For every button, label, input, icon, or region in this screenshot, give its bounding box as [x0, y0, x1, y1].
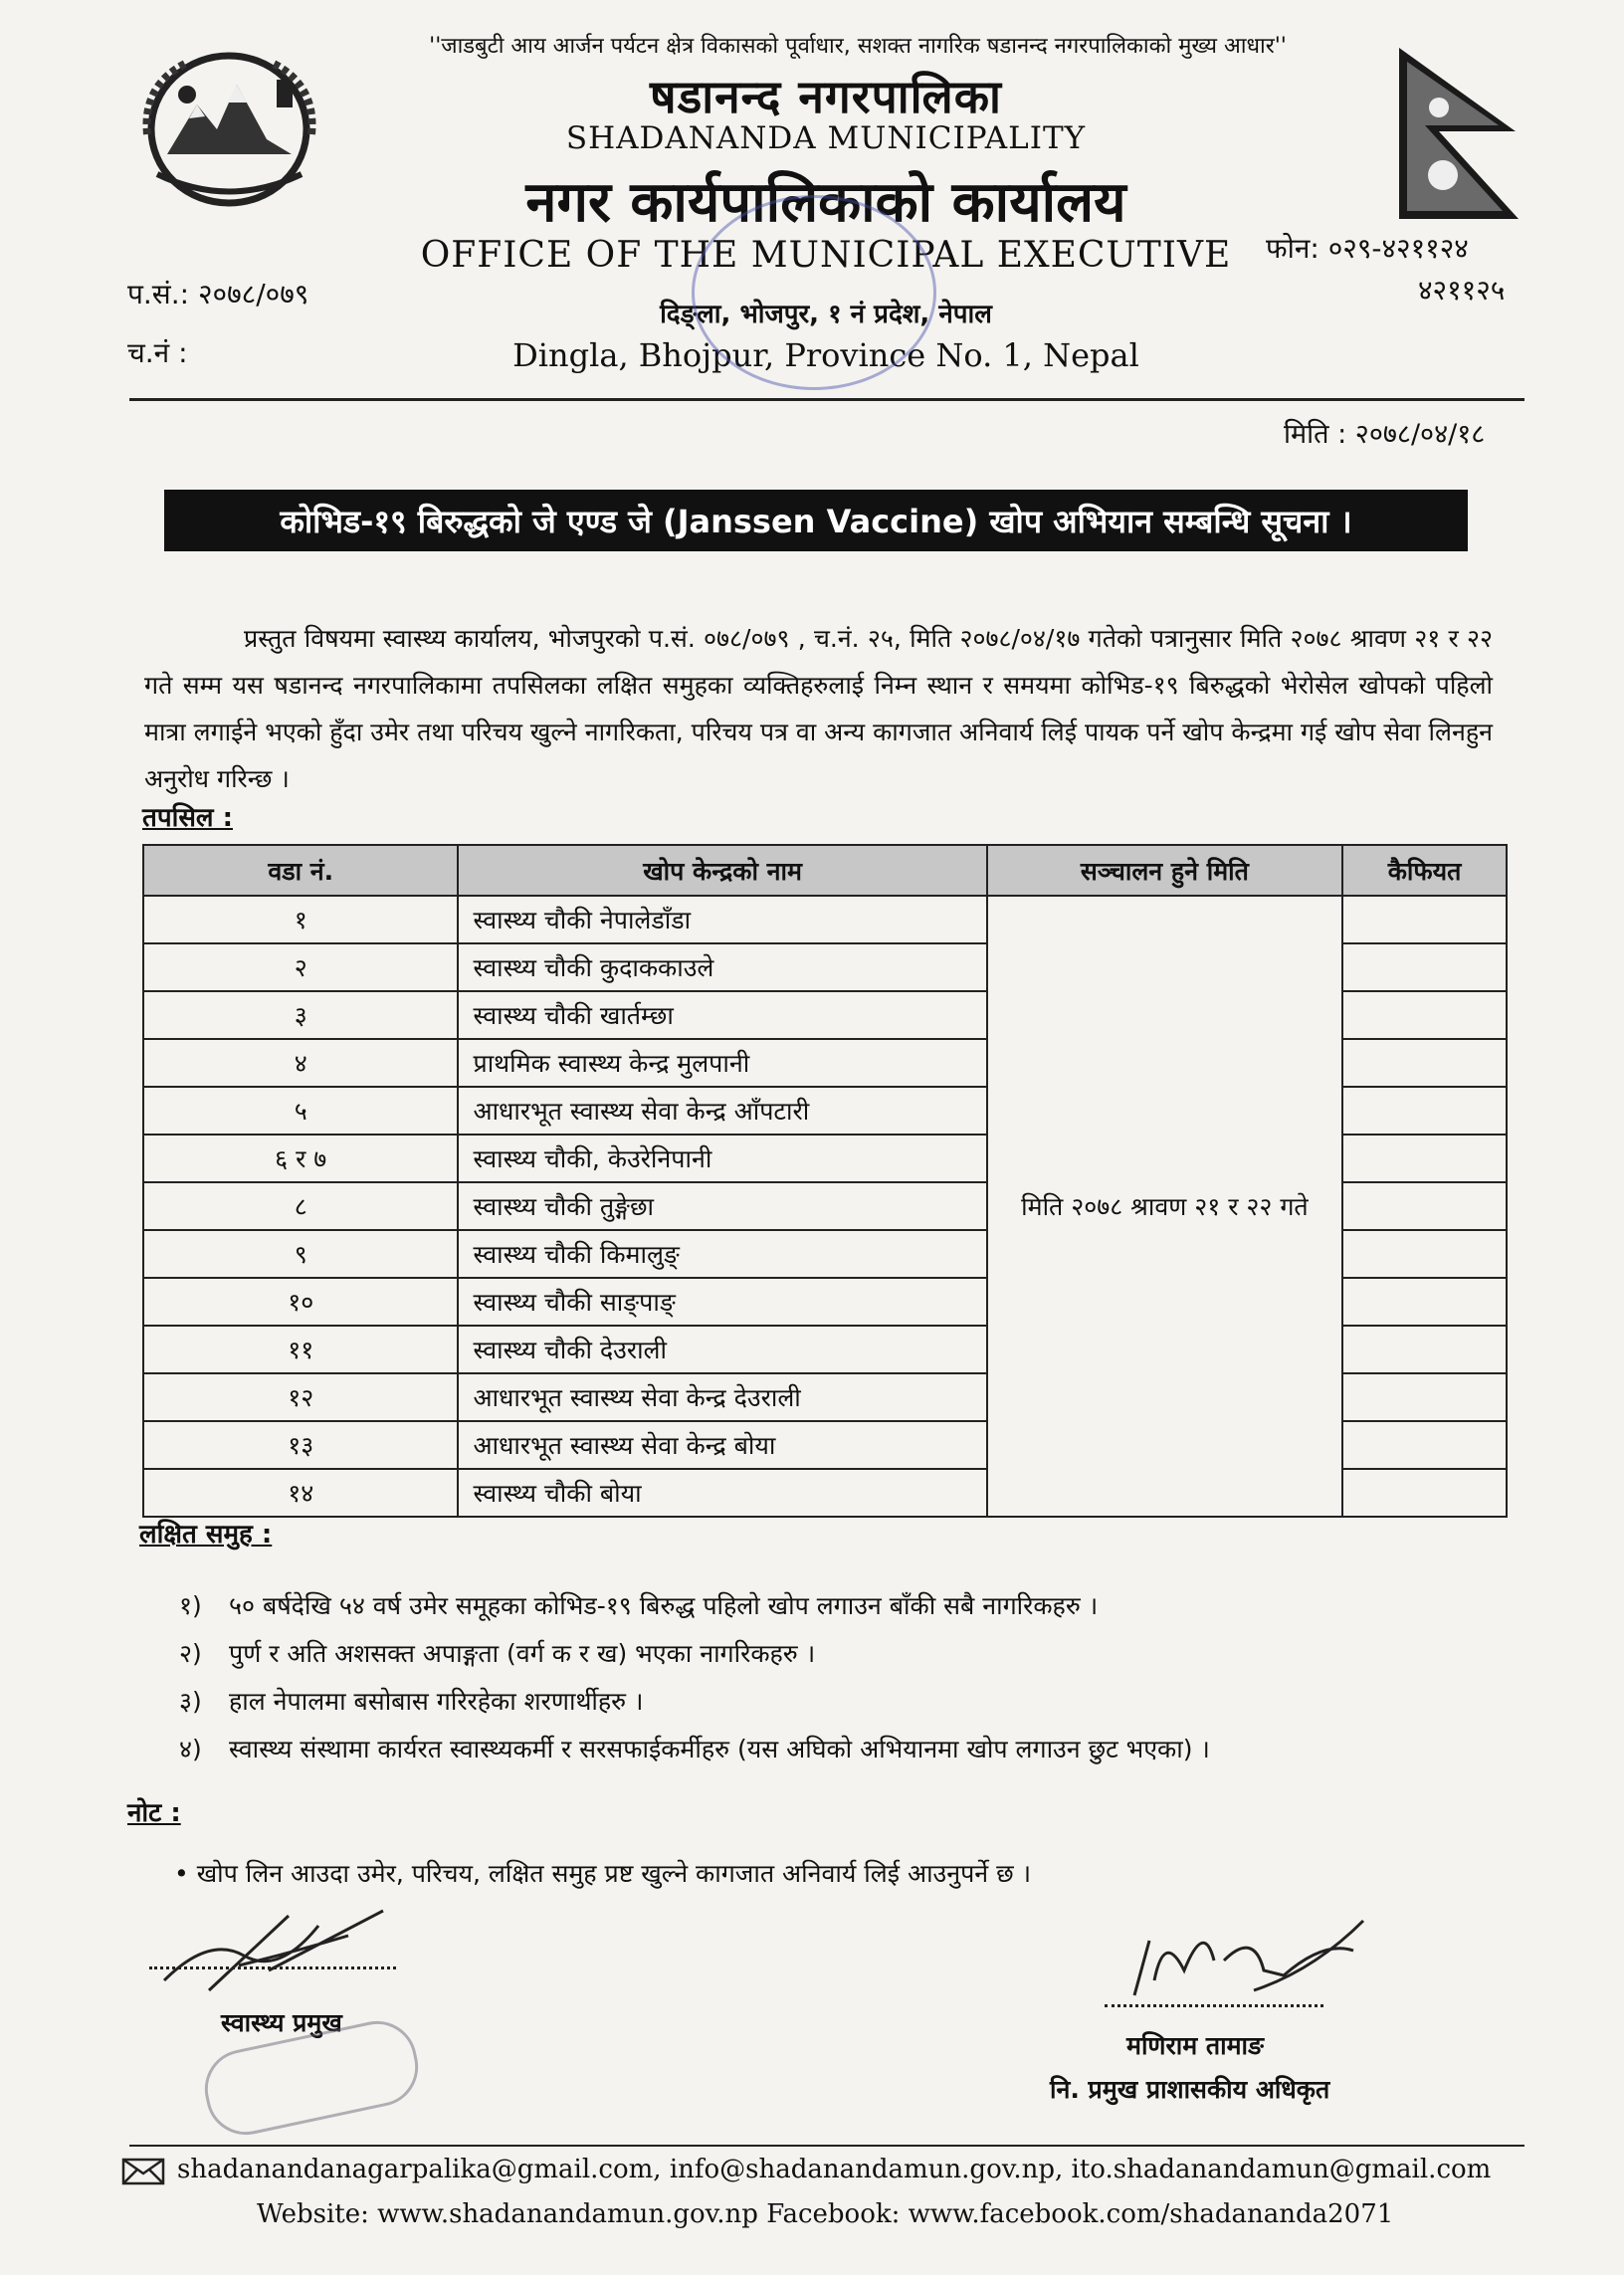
- list-item-text: पुर्ण र अति अशसक्त अपाङ्गता (वर्ग क र ख) भएका नागरिकहरु ।: [229, 1639, 816, 1668]
- list-item: [179, 1678, 1210, 1726]
- list-item-number: ४): [179, 1735, 202, 1763]
- ward-number-cell: १३: [143, 1421, 458, 1469]
- center-name-cell: स्वास्थ्य चौकी तुङ्गेछा: [458, 1182, 986, 1230]
- ward-number-cell: ९: [143, 1230, 458, 1278]
- note-text: • खोप लिन आउदा उमेर, परिचय, लक्षित समुह प्रष्ट खुल्ने कागजात अनिवार्य लिई आउनुपर्ने छ ।: [174, 1859, 1032, 1888]
- header-divider: [129, 398, 1524, 401]
- center-name-cell: स्वास्थ्य चौकी खार्तम्छा: [458, 991, 986, 1039]
- remarks-cell: [1342, 943, 1507, 991]
- remarks-cell: [1342, 1469, 1507, 1517]
- vaccination-centers-table: [142, 844, 1508, 1518]
- footer-website: Website: www.shadanandamun.gov.np Facebook: www.facebook.com/shadananda2071: [257, 2199, 1394, 2229]
- email-icon: [121, 2158, 165, 2185]
- center-name-cell: स्वास्थ्य चौकी साङ्पाङ्: [458, 1278, 986, 1326]
- dispatch-number: च.नं :: [127, 336, 188, 369]
- signature-line-left: [149, 1966, 396, 1969]
- center-name-cell: स्वास्थ्य चौकी नेपालेडाँडा: [458, 896, 986, 943]
- office-stamp: [692, 195, 936, 390]
- address-np: दिङ्ला, भोजपुर, १ नं प्रदेश, नेपाल: [660, 300, 992, 329]
- table-row: [143, 896, 1507, 943]
- target-groups-list: [179, 1582, 1210, 1773]
- remarks-cell: [1342, 1182, 1507, 1230]
- table-header-row: [143, 845, 1507, 896]
- ward-number-cell: २: [143, 943, 458, 991]
- center-name-cell: आधारभूत स्वास्थ्य सेवा केन्द्र आँपटारी: [458, 1087, 986, 1135]
- note-label: नोट :: [127, 1798, 181, 1828]
- remarks-cell: [1342, 1039, 1507, 1087]
- remarks-cell: [1342, 1087, 1507, 1135]
- remarks-cell: [1342, 1135, 1507, 1182]
- ward-number-cell: १०: [143, 1278, 458, 1326]
- footer-emails: shadanandanagarpalika@gmail.com, info@shadanandamun.gov.np, ito.shadanandamun@gmail.com: [177, 2155, 1492, 2184]
- signatory-right-name: मणिराम तामाङ: [1126, 2031, 1264, 2060]
- ward-number-cell: ६ र ७: [143, 1135, 458, 1182]
- column-header-date: सञ्चालन हुने मिति: [987, 845, 1342, 896]
- signature-right-icon: [1055, 1901, 1433, 2010]
- remarks-cell: [1342, 1326, 1507, 1373]
- remarks-cell: [1342, 1278, 1507, 1326]
- ward-number-cell: ११: [143, 1326, 458, 1373]
- center-name-cell: स्वास्थ्य चौकी बोया: [458, 1469, 986, 1517]
- subject-text: कोभिड-१९ बिरुद्धको जे एण्ड जे (Janssen Vaccine) खोप अभियान सम्बन्धि सूचना ।: [280, 502, 1352, 540]
- list-item-number: ३): [179, 1687, 202, 1716]
- column-header-remarks: कैफियत: [1342, 845, 1507, 896]
- remarks-cell: [1342, 1373, 1507, 1421]
- ward-number-cell: ४: [143, 1039, 458, 1087]
- list-item-text: हाल नेपालमा बसोबास गरिरहेका शरणार्थीहरु ।: [229, 1687, 644, 1716]
- ward-number-cell: ५: [143, 1087, 458, 1135]
- phone-number-secondary: ४२११२५: [1418, 274, 1506, 307]
- municipality-name-en: SHADANANDA MUNICIPALITY: [565, 120, 1087, 156]
- list-item-number: २): [179, 1639, 202, 1668]
- center-name-cell: स्वास्थ्य चौकी किमालुङ्: [458, 1230, 986, 1278]
- reference-number: प.सं.: २०७८/०७९: [127, 278, 309, 310]
- remarks-cell: [1342, 991, 1507, 1039]
- header-motto: ''जाडबुटी आय आर्जन पर्यटन क्षेत्र विकासको पूर्वाधार, सशक्त नागरिक षडानन्द नगरपालिकाको मुख्य आधार'': [429, 34, 1287, 59]
- list-item-number: १): [179, 1591, 202, 1620]
- remarks-cell: [1342, 1230, 1507, 1278]
- municipality-name-np: षडानन्द नगरपालिका: [650, 70, 1002, 123]
- schedule-date-cell: मिति २०७८ श्रावण २१ र २२ गते: [987, 896, 1342, 1517]
- letter-date: मिति : २०७८/०४/१८: [1284, 419, 1486, 450]
- nepal-flag-icon: [1391, 44, 1530, 223]
- list-item-text: ५० बर्षदेखि ५४ वर्ष उमेर समूहका कोभिड-१९ बिरुद्ध पहिलो खोप लगाउन बाँकी सबै नागरिकहरु ।: [229, 1591, 1099, 1620]
- details-label: तपसिल :: [142, 803, 233, 833]
- office-name-en: OFFICE OF THE MUNICIPAL EXECUTIVE: [420, 235, 1232, 276]
- list-item: [179, 1630, 1210, 1678]
- body-paragraph: प्रस्तुत विषयमा स्वास्थ्य कार्यालय, भोजपुरको प.सं. ०७८/०७९ , च.नं. २५, मिति २०७८/०४/१७ गतेको पत्रानुसार मिति २०७८ श्रावण २१ र २२ गते सम्म यस षडानन्द नगरपालिकामा तपसिलका लक्षित समुहका व्यक्तिहरुलाई निम्न स्थान र समयमा कोभिड-१९ बिरुद्धको भेरोसेल खोपको पहिलो मात्रा लगाईने भएको हुँदा उमेर तथा परिचय खुल्ने नागरिकता, परिचय पत्र वा अन्य कागजात अनिवार्य लिई पायक पर्ने खोप केन्द्रमा गई खोप सेवा लिनहुन अनुरोध गरिन्छ ।: [144, 624, 1493, 793]
- ward-number-cell: १: [143, 896, 458, 943]
- address-en: Dingla, Bhojpur, Province No. 1, Nepal: [512, 336, 1139, 374]
- list-item-text: स्वास्थ्य संस्थामा कार्यरत स्वास्थ्यकर्मी र सरसफाईकर्मीहरु (यस अघिको अभियानमा खोप लगाउन छुट भएका) ।: [229, 1735, 1210, 1763]
- center-name-cell: प्राथमिक स्वास्थ्य केन्द्र मुलपानी: [458, 1039, 986, 1087]
- center-name-cell: स्वास्थ्य चौकी कुदाककाउले: [458, 943, 986, 991]
- ward-number-cell: १२: [143, 1373, 458, 1421]
- center-name-cell: आधारभूत स्वास्थ्य सेवा केन्द्र देउराली: [458, 1373, 986, 1421]
- target-groups-label: लक्षित समुह :: [139, 1520, 273, 1550]
- center-name-cell: स्वास्थ्य चौकी, केउरेनिपानी: [458, 1135, 986, 1182]
- column-header-ward: वडा नं.: [143, 845, 458, 896]
- ward-number-cell: ८: [143, 1182, 458, 1230]
- column-header-center: खोप केन्द्रको नाम: [458, 845, 986, 896]
- signatory-right-title: नि. प्रमुख प्राशासकीय अधिकृत: [1050, 2075, 1330, 2104]
- center-name-cell: स्वास्थ्य चौकी देउराली: [458, 1326, 986, 1373]
- list-item: [179, 1726, 1210, 1773]
- subject-banner: [164, 490, 1468, 551]
- remarks-cell: [1342, 1421, 1507, 1469]
- municipality-emblem-icon: [127, 45, 331, 214]
- ward-number-cell: ३: [143, 991, 458, 1039]
- signatory-left-title: स्वास्थ्य प्रमुख: [221, 2008, 342, 2037]
- list-item: [179, 1582, 1210, 1630]
- remarks-cell: [1342, 896, 1507, 943]
- ward-number-cell: १४: [143, 1469, 458, 1517]
- office-name-np: नगर कार्यपालिकाको कार्यालय: [525, 170, 1126, 235]
- center-name-cell: आधारभूत स्वास्थ्य सेवा केन्द्र बोया: [458, 1421, 986, 1469]
- table-body: [143, 896, 1507, 1517]
- signature-left-icon: [149, 1896, 448, 2005]
- footer-divider: [129, 2145, 1524, 2147]
- phone-number: फोन: ०२९-४२११२४: [1266, 232, 1469, 265]
- signature-line-right: [1105, 2004, 1323, 2007]
